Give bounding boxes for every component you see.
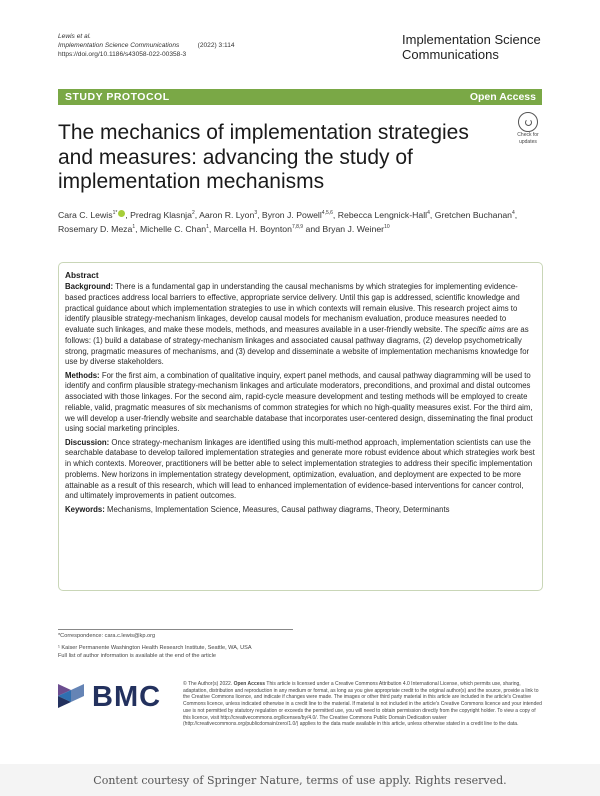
orcid-icon[interactable] [118, 210, 125, 217]
footnotes [58, 632, 252, 660]
author-affiliation-number: 1 [206, 224, 209, 231]
author-name[interactable]: Rebecca Lengnick-Hall [337, 209, 428, 220]
background-italic: specific aims [460, 325, 505, 334]
abstract-background [65, 282, 536, 368]
bmc-mark-icon [58, 684, 86, 708]
background-label: Background: [65, 282, 114, 291]
badge-label-line-2: updates [519, 138, 537, 145]
abstract-discussion [65, 438, 536, 503]
background-text-a: There is a fundamental gap in understanding the causal mechanisms by which strategies for implementing evidence-based practices address local barriers to effective, appropriate service delivery. Until this gap is addressed, scientific knowledge and practical guidance about which implementation strategies to use in which contexts will remain elusive. This research project aims to identify plausible strategy-mechanism linkages, develop causal models for mechanism evaluation, produce measures needed to evaluate such linkages, and make these models, methods, and measures available in a user-friendly website. The [65, 282, 520, 334]
author-name[interactable]: Predrag Klasnja [130, 209, 192, 220]
article-type-banner [58, 89, 542, 105]
discussion-label: Discussion: [65, 437, 110, 447]
methods-label: Methods: [65, 370, 100, 380]
correspondence-note: *Correspondence: cara.c.lewis@kp.org [58, 633, 156, 639]
keywords-text: Mechanisms, Implementation Science, Measures, Causal pathway diagrams, Theory, Determinants [107, 504, 450, 514]
author-name[interactable]: Michelle C. Chan [139, 224, 207, 235]
abstract-heading: Abstract [65, 270, 99, 280]
courtesy-notice: Content courtesy of Springer Nature, terms of use apply. Rights reserved. [93, 774, 507, 787]
background-text-b: are as follows: (1) build a database of strategy-mechanism linkages and associated causal pathway diagrams, (2) develop psychometrically strong, pragmatic measures of mechanisms, and (3) develop and disseminate a website of implementation mechanisms knowledge for use by diverse stakeholders. [65, 325, 530, 367]
doi-link[interactable]: https://doi.org/10.1186/s43058-022-00358-3 [58, 51, 187, 58]
author-affiliation-number: 3 [254, 210, 258, 216]
author-affiliation-number: 4 [427, 210, 430, 216]
year-volume: (2022) 3:114 [197, 42, 235, 49]
author-list: Cara C. Lewis$^{1*}$ , Predrag Klasnja$^2$, Aaron R. Lyon$^3$, Byron J. Powell$^{4,5,6}$, Rebecca Lengnick-Hall$^4$, Gretchen Buchanan$^4$, Rosemary D. Meza$^1$, Michelle C. Chan$^1$, Marcella H. Boynton$^{7,8,9}$ and Bryan J. Weiner$^{10}$ [58, 209, 518, 235]
author-name[interactable]: Byron J. Powell [261, 209, 322, 220]
author-affiliation-number: 10 [384, 224, 390, 231]
open-access-label: Open Access [469, 91, 536, 103]
bmc-logo [58, 682, 178, 714]
article-title: The mechanics of implementation strategies and measures: advancing the study of implementation mechanisms [58, 121, 469, 193]
author-affiliation-number: 4 [511, 210, 515, 216]
author-affiliation-number: 1 [132, 224, 136, 231]
refresh-icon [518, 112, 538, 132]
footnote-divider [58, 629, 293, 630]
author-name[interactable]: Aaron R. Lyon [199, 209, 255, 220]
article-type-label: STUDY PROTOCOL [65, 91, 170, 103]
journal-name-line-1: Implementation Science [402, 32, 541, 47]
discussion-text: Once strategy-mechanism linkages are identified using this multi-method approach, implementation scientists can use the searchable database to develop tailored implementation strategies and generate more robust evidence about which strategies work best in which contexts. Moreover, practitioners will be better able to select implementation strategies to address their specific implementation problems. New horizons in implementation strategy development, optimization, evaluation, and deployment are expected to be more attainable as a result of this research, which will lead to enhanced implementation of evidence-based interventions for cancer control, and ultimately improvements in patient outcomes. [65, 437, 535, 501]
journal-citation: Implementation Science Communications [58, 42, 180, 49]
license-body: This article is licensed under a Creative Commons Attribution 4.0 International License, which permits use, sharing, adaptation, distribution and reproduction in any medium or format, as long as you give appropriate credit to the original author(s) and the source, provide a link to the Creative Commons licence, and indicate if changes were made. The images or other third party material in this article are included in the article's Creative Commons licence, unless indicated otherwise in a credit line to the material. If material is not included in the article's Creative Commons licence and your intended use is not permitted by statutory regulation or exceeds the permitted use, you will need to obtain permission directly from the copyright holder. To view a copy of this licence, visit http://creativecommons.org/licenses/by/4.0/. The Creative Commons Public Domain Dedication waiver (http://creativecommons.org/publicdomain/zero/1.0/) applies to the data made available in this article, unless otherwise stated in a credit line to the data. [183, 681, 542, 728]
running-author: Lewis et al. [58, 33, 91, 40]
copyright-notice: © The Author(s) 2022. [183, 681, 233, 687]
affiliation-note: ¹ Kaiser Permanente Washington Health Research Institute, Seattle, WA, USA [58, 645, 252, 651]
methods-text: For the first aim, a combination of qualitative inquiry, expert panel methods, and causal pathway diagramming will be used to identify and confirm plausible strategy-mechanism linkages and articulate moderators, preconditions, and proximal and distal outcomes associated with those linkages. For the second aim, rapid-cycle measure development and testing methods will be employed to create reliable, valid, pragmatic measures of six mechanisms of common strategies for which no high-quality measures exist. For the third aim, we will develop a user-friendly website and searchable database that incorporates user-centered design, disseminating the final product using social marketing principles. [65, 370, 533, 434]
abstract-methods [65, 371, 536, 436]
author-affiliation-number: 1* [112, 210, 118, 216]
license-text [183, 681, 543, 728]
author-affiliation-number: 7,8,9 [291, 224, 304, 231]
citation-block [58, 32, 235, 59]
author-name[interactable]: Gretchen Buchanan [434, 209, 512, 220]
bmc-logo-text: BMC [92, 681, 162, 713]
journal-name [402, 32, 541, 62]
author-name[interactable]: Cara C. Lewis [58, 209, 113, 220]
journal-name-line-2: Communications [402, 47, 499, 62]
abstract-keywords [65, 505, 536, 516]
author-affiliation-number: 2 [191, 210, 195, 216]
full-list-note: Full list of author information is available at the end of the article [58, 653, 216, 659]
author-name[interactable]: Rosemary D. Meza [58, 224, 133, 235]
keywords-label: Keywords: [65, 504, 105, 514]
open-access-label-license: Open Access [233, 681, 266, 687]
check-for-updates-badge[interactable] [513, 112, 543, 145]
badge-label-line-1: Check for [517, 132, 539, 138]
author-affiliation-number: 4,5,6 [321, 210, 333, 216]
author-name[interactable]: Marcella H. Boynton [213, 224, 292, 235]
author-name[interactable]: Bryan J. Weiner [322, 224, 385, 235]
abstract-box [58, 262, 543, 591]
